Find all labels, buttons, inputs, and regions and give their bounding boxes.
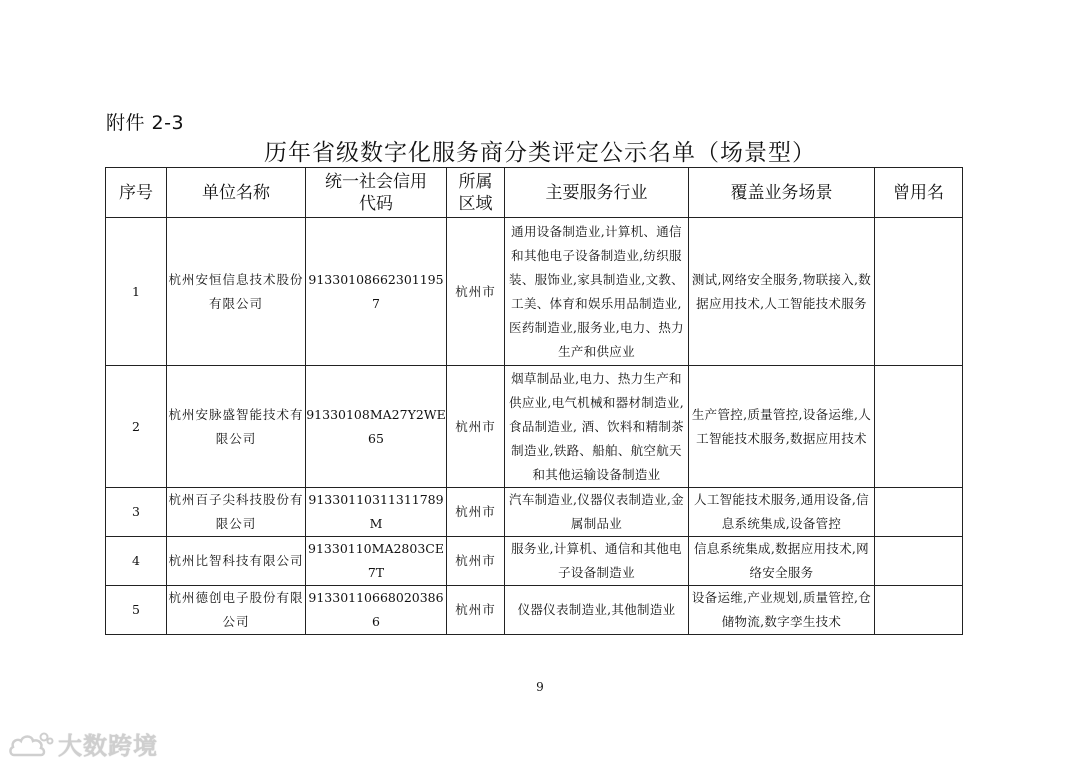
header-region: 所属区域	[447, 168, 505, 218]
row-former-name	[875, 218, 963, 366]
row-name: 杭州百子尖科技股份有限公司	[167, 488, 306, 537]
watermark	[8, 726, 158, 761]
row-region: 杭州市	[447, 218, 505, 366]
row-code: 91330110MA2803CE7T	[306, 537, 447, 586]
row-region: 杭州市	[447, 537, 505, 586]
row-seq: 5	[106, 586, 167, 635]
row-former-name	[875, 537, 963, 586]
table-row	[106, 488, 963, 537]
row-industry: 仪器仪表制造业,其他制造业	[505, 586, 689, 635]
table-header	[106, 168, 963, 218]
row-scene: 设备运维,产业规划,质量管控,仓储物流,数字孪生技术	[689, 586, 875, 635]
row-name: 杭州德创电子股份有限公司	[167, 586, 306, 635]
header-former-name: 曾用名	[875, 168, 963, 218]
row-former-name	[875, 366, 963, 488]
table-row	[106, 537, 963, 586]
row-seq: 3	[106, 488, 167, 537]
row-name: 杭州比智科技有限公司	[167, 537, 306, 586]
row-seq: 4	[106, 537, 167, 586]
row-code: 91330110311311789M	[306, 488, 447, 537]
row-seq: 2	[106, 366, 167, 488]
row-scene: 测试,网络安全服务,物联接入,数据应用技术,人工智能技术服务	[689, 218, 875, 366]
header-seq: 序号	[106, 168, 167, 218]
header-industry: 主要服务行业	[505, 168, 689, 218]
table-body	[106, 218, 963, 635]
watermark-text: 大数跨境	[58, 732, 158, 760]
page-title: 历年省级数字化服务商分类评定公示名单（场景型）	[264, 140, 816, 166]
header-scene: 覆盖业务场景	[689, 168, 875, 218]
row-scene: 信息系统集成,数据应用技术,网络安全服务	[689, 537, 875, 586]
row-name: 杭州安脉盛智能技术有限公司	[167, 366, 306, 488]
row-scene: 人工智能技术服务,通用设备,信息系统集成,设备管控	[689, 488, 875, 537]
row-seq: 1	[106, 218, 167, 366]
cloud-logo-icon	[8, 729, 54, 759]
row-name: 杭州安恒信息技术股份有限公司	[167, 218, 306, 366]
row-code: 913301086623011957	[306, 218, 447, 366]
table-row	[106, 218, 963, 366]
header-row	[106, 168, 963, 218]
row-region: 杭州市	[447, 366, 505, 488]
row-region: 杭州市	[447, 586, 505, 635]
table-row	[106, 586, 963, 635]
row-code: 91330108MA27Y2WE65	[306, 366, 447, 488]
row-former-name	[875, 488, 963, 537]
row-industry: 通用设备制造业,计算机、通信和其他电子设备制造业,纺织服装、服饰业,家具制造业,文教、工美、体育和娱乐用品制造业,医药制造业,服务业,电力、热力生产和供应业	[505, 218, 689, 366]
page-number: 9	[536, 680, 544, 694]
row-former-name	[875, 586, 963, 635]
row-region: 杭州市	[447, 488, 505, 537]
service-provider-table	[105, 167, 963, 635]
row-industry: 烟草制品业,电力、热力生产和供应业,电气机械和器材制造业,食品制造业, 酒、饮料和精制茶制造业,铁路、船舶、航空航天和其他运输设备制造业	[505, 366, 689, 488]
table-row	[106, 366, 963, 488]
row-scene: 生产管控,质量管控,设备运维,人工智能技术服务,数据应用技术	[689, 366, 875, 488]
header-name: 单位名称	[167, 168, 306, 218]
header-code: 统一社会信用代码	[306, 168, 447, 218]
row-industry: 汽车制造业,仪器仪表制造业,金属制品业	[505, 488, 689, 537]
row-industry: 服务业,计算机、通信和其他电子设备制造业	[505, 537, 689, 586]
attachment-label: 附件 2-3	[106, 112, 185, 134]
row-code: 913301106680203866	[306, 586, 447, 635]
